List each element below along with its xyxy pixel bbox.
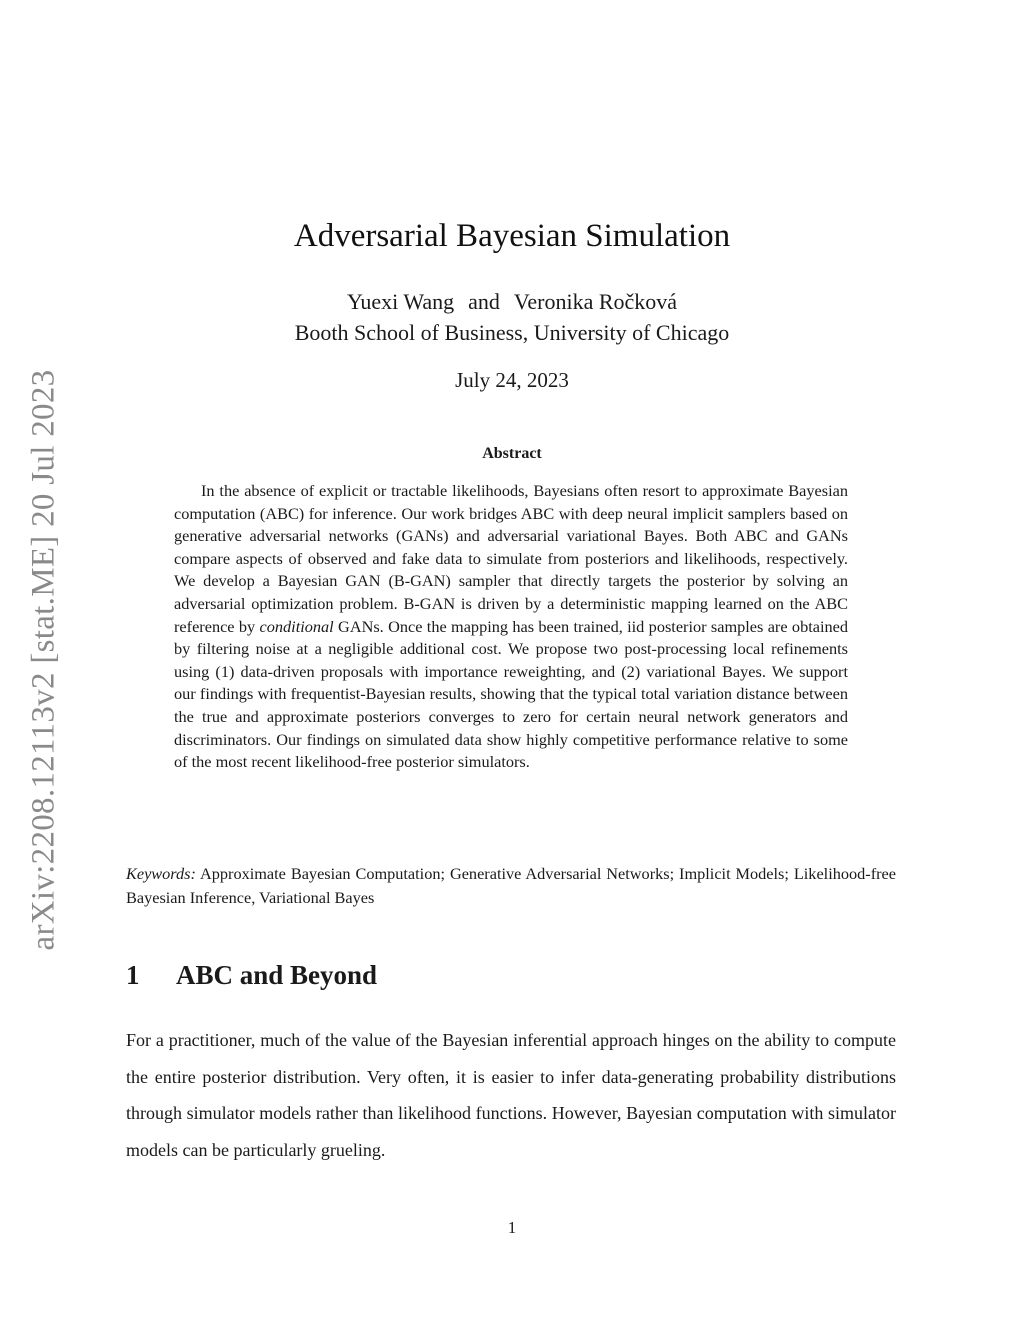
arxiv-identifier: arXiv:2208.12113v2 [stat.ME] 20 Jul 2023 (25, 369, 62, 951)
section-title: ABC and Beyond (176, 960, 378, 990)
paper-title: Adversarial Bayesian Simulation (293, 218, 731, 254)
paper-date: July 24, 2023 (455, 368, 569, 392)
section-paragraph: For a practitioner, much of the value of the Bayesian inferential approach hinges on the ability to compute the entire posterior distribution. Very often, it is easier to infer data-generating probability distributions through simulator models rather than likelihood functions. However, Bayesian computation with simulator models can be particularly grueling. (126, 1030, 896, 1160)
abstract-text (174, 480, 848, 774)
abstract-heading: Abstract (482, 445, 542, 462)
keywords-block (126, 862, 896, 910)
page-number: 1 (507, 1218, 517, 1237)
author-list (0, 289, 1024, 315)
abstract-italic-word: conditional (259, 616, 334, 636)
author-first: Yuexi Wang (346, 289, 455, 314)
author-affiliation: Booth School of Business, University of Chicago (294, 320, 730, 345)
author-conjunction: and (468, 289, 500, 314)
keywords-text: Approximate Bayesian Computation; Generative Adversarial Networks; Implicit Models; Likelihood-free Bayesian Inference, Variational Bayes (126, 864, 897, 907)
section-heading (126, 960, 377, 991)
keywords-label: Keywords: (126, 864, 196, 883)
section-number: 1 (126, 960, 140, 990)
abstract-text-part-2: GANs. Once the mapping has been trained, iid posterior samples are obtained by filtering noise at a negligible additional cost. We propose two post-processing local refinements using (1) data-driven proposals with importance reweighting, and (2) variational Bayes. We support our findings with frequentist-Bayesian results, showing that the typical total variation distance between the true and approximate posteriors converges to zero for certain neural network generators and discriminators. Our findings on simulated data show highly competitive performance relative to some of the most recent likelihood-free posterior simulators. (174, 616, 848, 772)
author-second: Veronika Ročková (513, 289, 678, 314)
abstract-text-part-1: In the absence of explicit or tractable likelihoods, Bayesians often resort to approximate Bayesian computation (ABC) for inference. Our work bridges ABC with deep neural implicit samplers based on generative adversarial networks (GANs) and adversarial variational Bayes. Both ABC and GANs compare aspects of observed and fake data to simulate from posteriors and likelihoods, respectively. We develop a Bayesian GAN (B-GAN) sampler that directly targets the posterior by solving an adversarial optimization problem. B-GAN is driven by a deterministic mapping learned on the ABC reference by (174, 481, 848, 636)
